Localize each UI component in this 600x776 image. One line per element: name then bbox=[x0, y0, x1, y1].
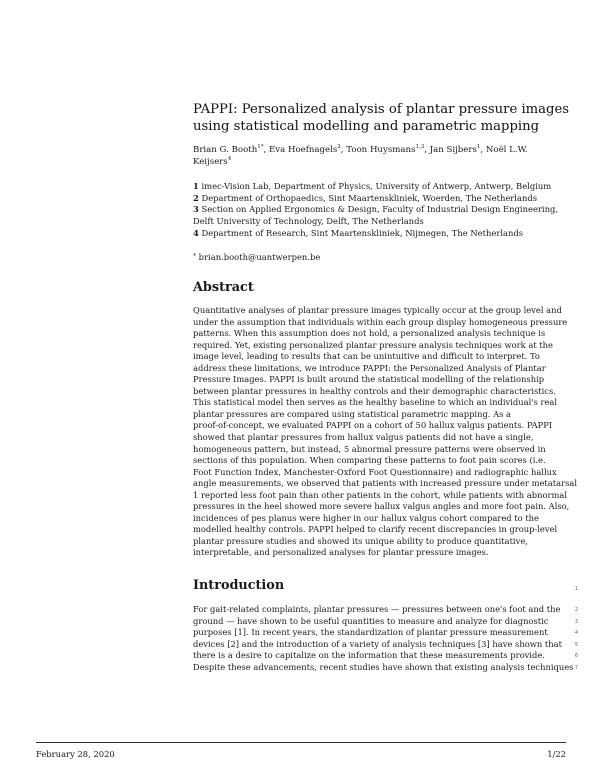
abstract-line: image level, leading to results that can be unintuitive and difficult to interpret. To bbox=[193, 351, 540, 362]
title-line: using statistical modelling and parametric mapping bbox=[193, 119, 540, 134]
introduction-body bbox=[193, 604, 578, 673]
footer-date: February 28, 2020 bbox=[36, 749, 115, 759]
abstract-line: angle measurements, we observed that patients with increased pressure under metatarsal bbox=[193, 478, 577, 489]
affiliation-text: Section on Applied Ergonomics & Design, Faculty of Industrial Design Engineering, bbox=[198, 204, 559, 215]
abstract-line: incidences of pes planus were higher in our hallux valgus cohort compared to the bbox=[193, 512, 539, 523]
introduction-line: there is a desire to capitalize on the information that these measurements provide. bbox=[193, 650, 545, 661]
abstract-line: plantar pressures are compared using statistical parametric mapping. As a bbox=[193, 408, 512, 419]
affiliation-number: 1 bbox=[193, 181, 199, 191]
affiliation-text: Department of Orthopaedics, Sint Maartenskliniek, Woerden, The Netherlands bbox=[198, 192, 538, 203]
abstract-line: showed that plantar pressures from hallux valgus patients did not have a single, bbox=[193, 432, 534, 443]
introduction-line: For gait-related complaints, plantar pressures — pressures between one's foot and the bbox=[193, 604, 561, 614]
abstract-line: patterns. When this assumption does not hold, a personalized analysis technique is bbox=[193, 328, 546, 339]
abstract-body bbox=[193, 305, 578, 559]
author-list bbox=[193, 144, 568, 168]
introduction-line: ground — have shown to be useful quantities to measure and analyze for diagnostic bbox=[193, 615, 549, 626]
paper-title bbox=[193, 101, 573, 135]
title-line: PAPPI: Personalized analysis of plantar pressure images bbox=[193, 102, 570, 117]
abstract-line: under the assumption that individuals within each group display homogeneous pressure bbox=[193, 316, 568, 327]
corresponding-star: * bbox=[193, 253, 196, 260]
footer-divider bbox=[36, 742, 566, 743]
author-affil-mark: 1,3 bbox=[415, 144, 425, 150]
line-number: 4 bbox=[574, 630, 578, 636]
line-number: 2 bbox=[574, 607, 578, 613]
author-name: Brian G. Booth bbox=[193, 145, 258, 155]
line-number: 6 bbox=[574, 653, 578, 659]
affiliation-text: imec-Vision Lab, Department of Physics, University of Antwerp, Antwerp, Belgium bbox=[198, 181, 552, 191]
line-number: 5 bbox=[574, 642, 578, 648]
abstract-line: address these limitations, we introduce PAPPI: the Personalized Analysis of Plantar bbox=[193, 362, 546, 373]
abstract-line: Foot Function Index, Manchester-Oxford Foot Questionnaire) and radiographic hallux bbox=[193, 466, 557, 477]
abstract-heading: Abstract bbox=[193, 280, 254, 295]
abstract-line: This statistical model then serves as the healthy baseline to which an individual's real bbox=[193, 397, 558, 408]
affiliation-text: Department of Research, Sint Maartenskliniek, Nijmegen, The Netherlands bbox=[198, 227, 524, 238]
abstract-line: Quantitative analyses of plantar pressure images typically occur at the group level and bbox=[193, 305, 562, 315]
abstract-line: pressures in the heel showed more severe hallux valgus angles and more foot pain. Also, bbox=[193, 501, 570, 512]
line-number: 1 bbox=[574, 586, 578, 592]
affiliation bbox=[193, 204, 573, 216]
affiliation bbox=[193, 181, 573, 193]
author-affil-mark: 2 bbox=[337, 144, 341, 150]
affiliation-text: Delft University of Technology, Delft, The Netherlands bbox=[193, 216, 424, 227]
introduction-line: Despite these advancements, recent studies have shown that existing analysis techniques bbox=[193, 661, 574, 672]
abstract-line: proof-of-concept, we evaluated PAPPI on a cohort of 50 hallux valgus patients. PAPPI bbox=[193, 420, 553, 431]
abstract-line: Pressure Images. PAPPI is built around the statistical modelling of the relationship bbox=[193, 374, 545, 385]
abstract-line: plantar pressure studies and showed its unique ability to produce quantitative, bbox=[193, 535, 528, 546]
abstract-line: modelled healthy controls. PAPPI helped to clarify recent discrepancies in group-level bbox=[193, 524, 558, 535]
footer-page-number: 1/22 bbox=[547, 749, 566, 759]
author-affil-mark: 1* bbox=[257, 144, 264, 150]
affiliation-number: 2 bbox=[193, 192, 199, 203]
abstract-line: interpretable, and personalized analyses for plantar pressure images. bbox=[193, 547, 489, 558]
affiliation-list bbox=[193, 181, 573, 240]
abstract-line: homogeneous pattern, but instead, 5 abnormal pressure patterns were observed in bbox=[193, 443, 546, 454]
affiliation-number: 3 bbox=[193, 204, 199, 215]
corresponding-email bbox=[193, 251, 320, 263]
email-address: brian.booth@uantwerpen.be bbox=[196, 252, 321, 262]
affiliation bbox=[193, 228, 573, 240]
affiliation-continued bbox=[193, 216, 573, 228]
affiliation bbox=[193, 193, 573, 205]
introduction-line: devices [2] and the introduction of a variety of analysis techniques [3] have shown that bbox=[193, 638, 562, 649]
abstract-line: sections of this population. When comparing these patterns to foot pain scores (i.e. bbox=[193, 455, 546, 466]
author-name: Keijsers bbox=[193, 157, 228, 167]
author-name: , Toon Huysmans bbox=[340, 145, 416, 155]
introduction-line: purposes [1]. In recent years, the standardization of plantar pressure measurement bbox=[193, 627, 548, 638]
introduction-heading: Introduction bbox=[193, 578, 285, 593]
abstract-line: 1 reported less foot pain than other patients in the cohort, while patients with abnormal bbox=[193, 489, 568, 500]
abstract-line: required. Yet, existing personalized plantar pressure analysis techniques work at the bbox=[193, 339, 553, 350]
abstract-line: between plantar pressures in healthy controls and their demographic characteristics. bbox=[193, 385, 556, 396]
author-affil-mark: 1 bbox=[476, 144, 481, 150]
author-name: , Noël L.W. bbox=[480, 145, 528, 155]
line-number: 3 bbox=[574, 619, 578, 625]
author-affil-mark: 4 bbox=[227, 156, 232, 162]
line-number: 7 bbox=[574, 665, 578, 671]
author-name: , Jan Sijbers bbox=[424, 145, 477, 155]
author-name: , Eva Hoefnagels bbox=[263, 145, 338, 155]
affiliation-number: 4 bbox=[193, 227, 199, 238]
